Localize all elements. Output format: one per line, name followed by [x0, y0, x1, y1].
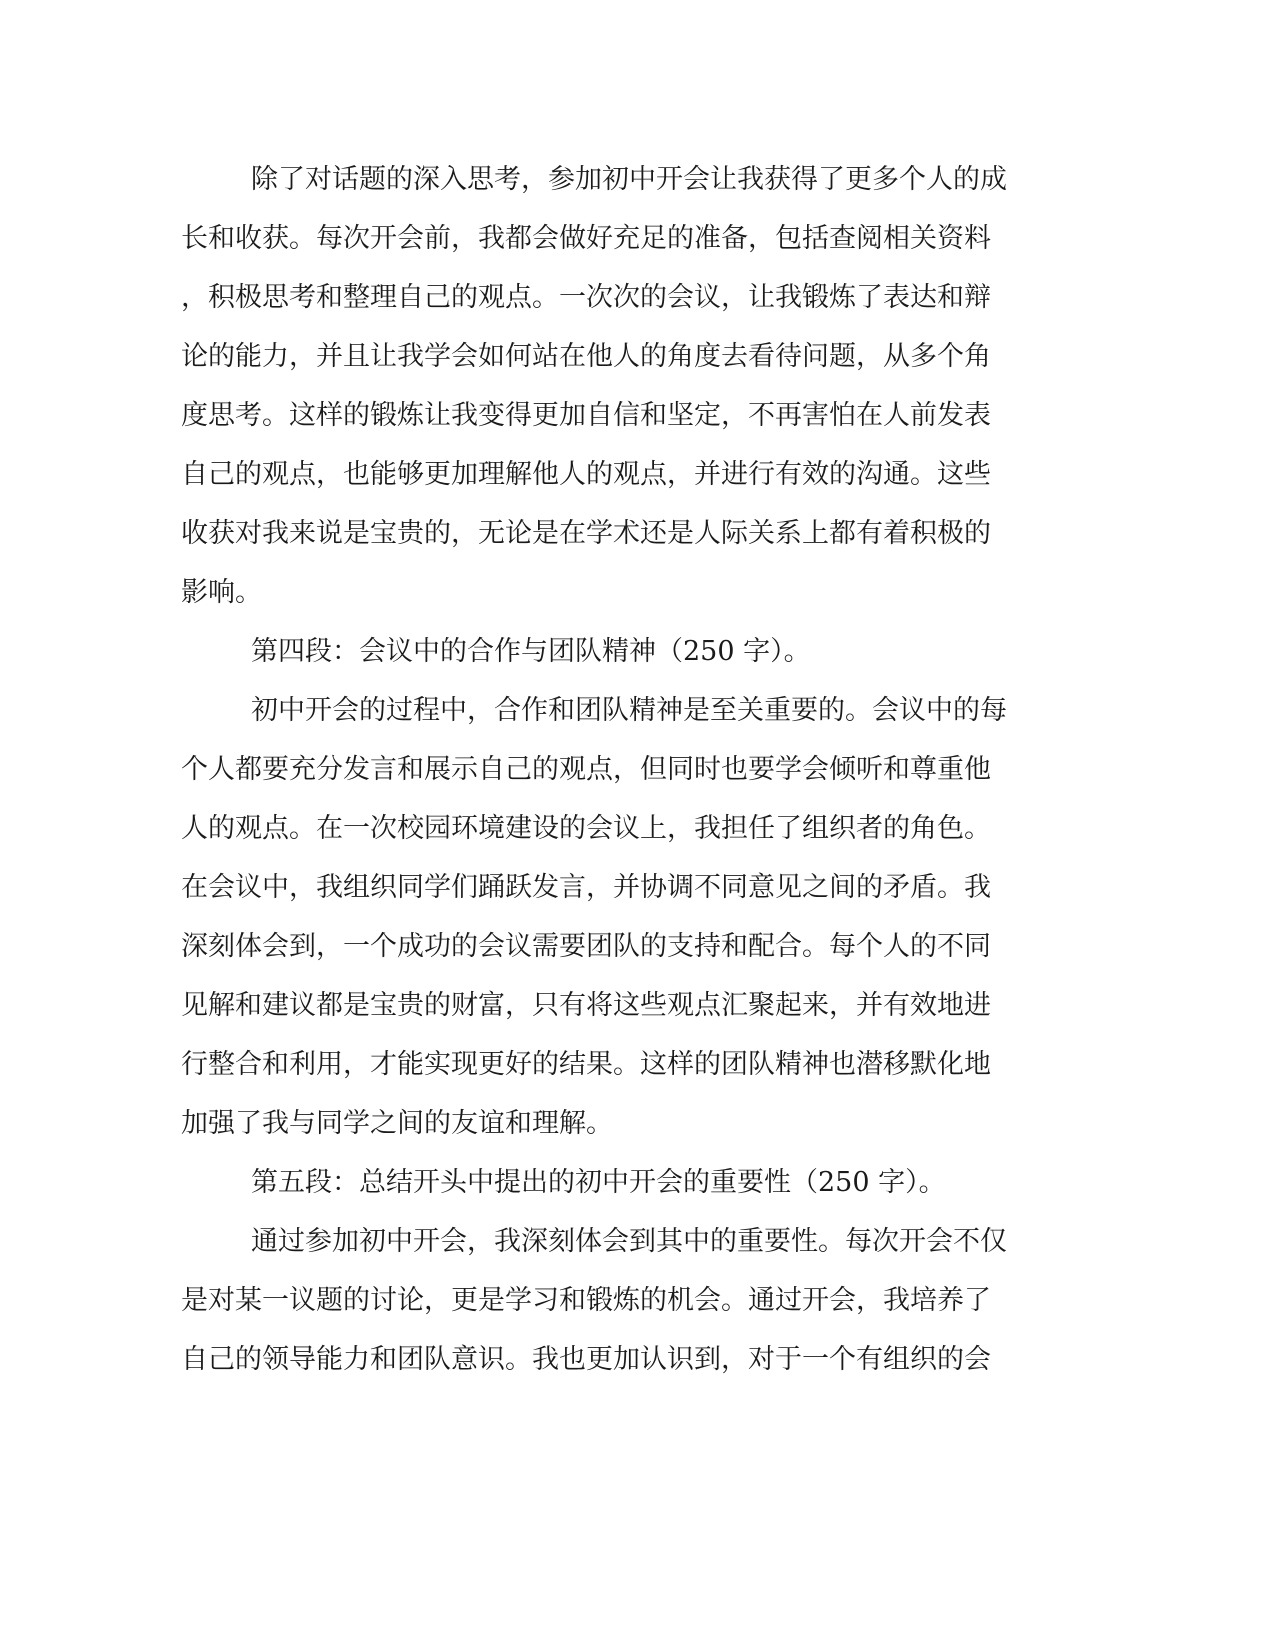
text-line: 自己的观点，也能够更加理解他人的观点，并进行有效的沟通。这些 — [181, 459, 991, 490]
text-line: 在会议中，我组织同学们踊跃发言，并协调不同意见之间的矛盾。我 — [181, 872, 991, 903]
section-heading-5: 第五段：总结开头中提出的初中开会的重要性（250 字）。 — [251, 1167, 946, 1198]
text-line: 人的观点。在一次校园环境建设的会议上，我担任了组织者的角色。 — [181, 813, 991, 844]
text-line: 行整合和利用，才能实现更好的结果。这样的团队精神也潜移默化地 — [181, 1049, 991, 1080]
text-line: 度思考。这样的锻炼让我变得更加自信和坚定，不再害怕在人前发表 — [181, 400, 991, 431]
text-line: 除了对话题的深入思考，参加初中开会让我获得了更多个人的成 — [251, 164, 1007, 195]
text-line: 通过参加初中开会，我深刻体会到其中的重要性。每次开会不仅 — [251, 1226, 1007, 1257]
text-line: 影响。 — [181, 577, 262, 608]
text-line: 见解和建议都是宝贵的财富，只有将这些观点汇聚起来，并有效地进 — [181, 990, 991, 1021]
text-line: ，积极思考和整理自己的观点。一次次的会议，让我锻炼了表达和辩 — [181, 282, 991, 313]
text-line: 加强了我与同学之间的友谊和理解。 — [181, 1108, 613, 1139]
text-line: 自己的领导能力和团队意识。我也更加认识到，对于一个有组织的会 — [181, 1344, 991, 1375]
text-line: 初中开会的过程中，合作和团队精神是至关重要的。会议中的每 — [251, 695, 1007, 726]
section-heading-4: 第四段：会议中的合作与团队精神（250 字）。 — [251, 636, 811, 667]
text-line: 论的能力，并且让我学会如何站在他人的角度去看待问题，从多个角 — [181, 341, 991, 372]
text-line: 长和收获。每次开会前，我都会做好充足的准备，包括查阅相关资料 — [181, 223, 991, 254]
text-line: 收获对我来说是宝贵的，无论是在学术还是人际关系上都有着积极的 — [181, 518, 991, 549]
text-line: 是对某一议题的讨论，更是学习和锻炼的机会。通过开会，我培养了 — [181, 1285, 991, 1316]
text-line: 个人都要充分发言和展示自己的观点，但同时也要学会倾听和尊重他 — [181, 754, 991, 785]
text-line: 深刻体会到，一个成功的会议需要团队的支持和配合。每个人的不同 — [181, 931, 991, 962]
